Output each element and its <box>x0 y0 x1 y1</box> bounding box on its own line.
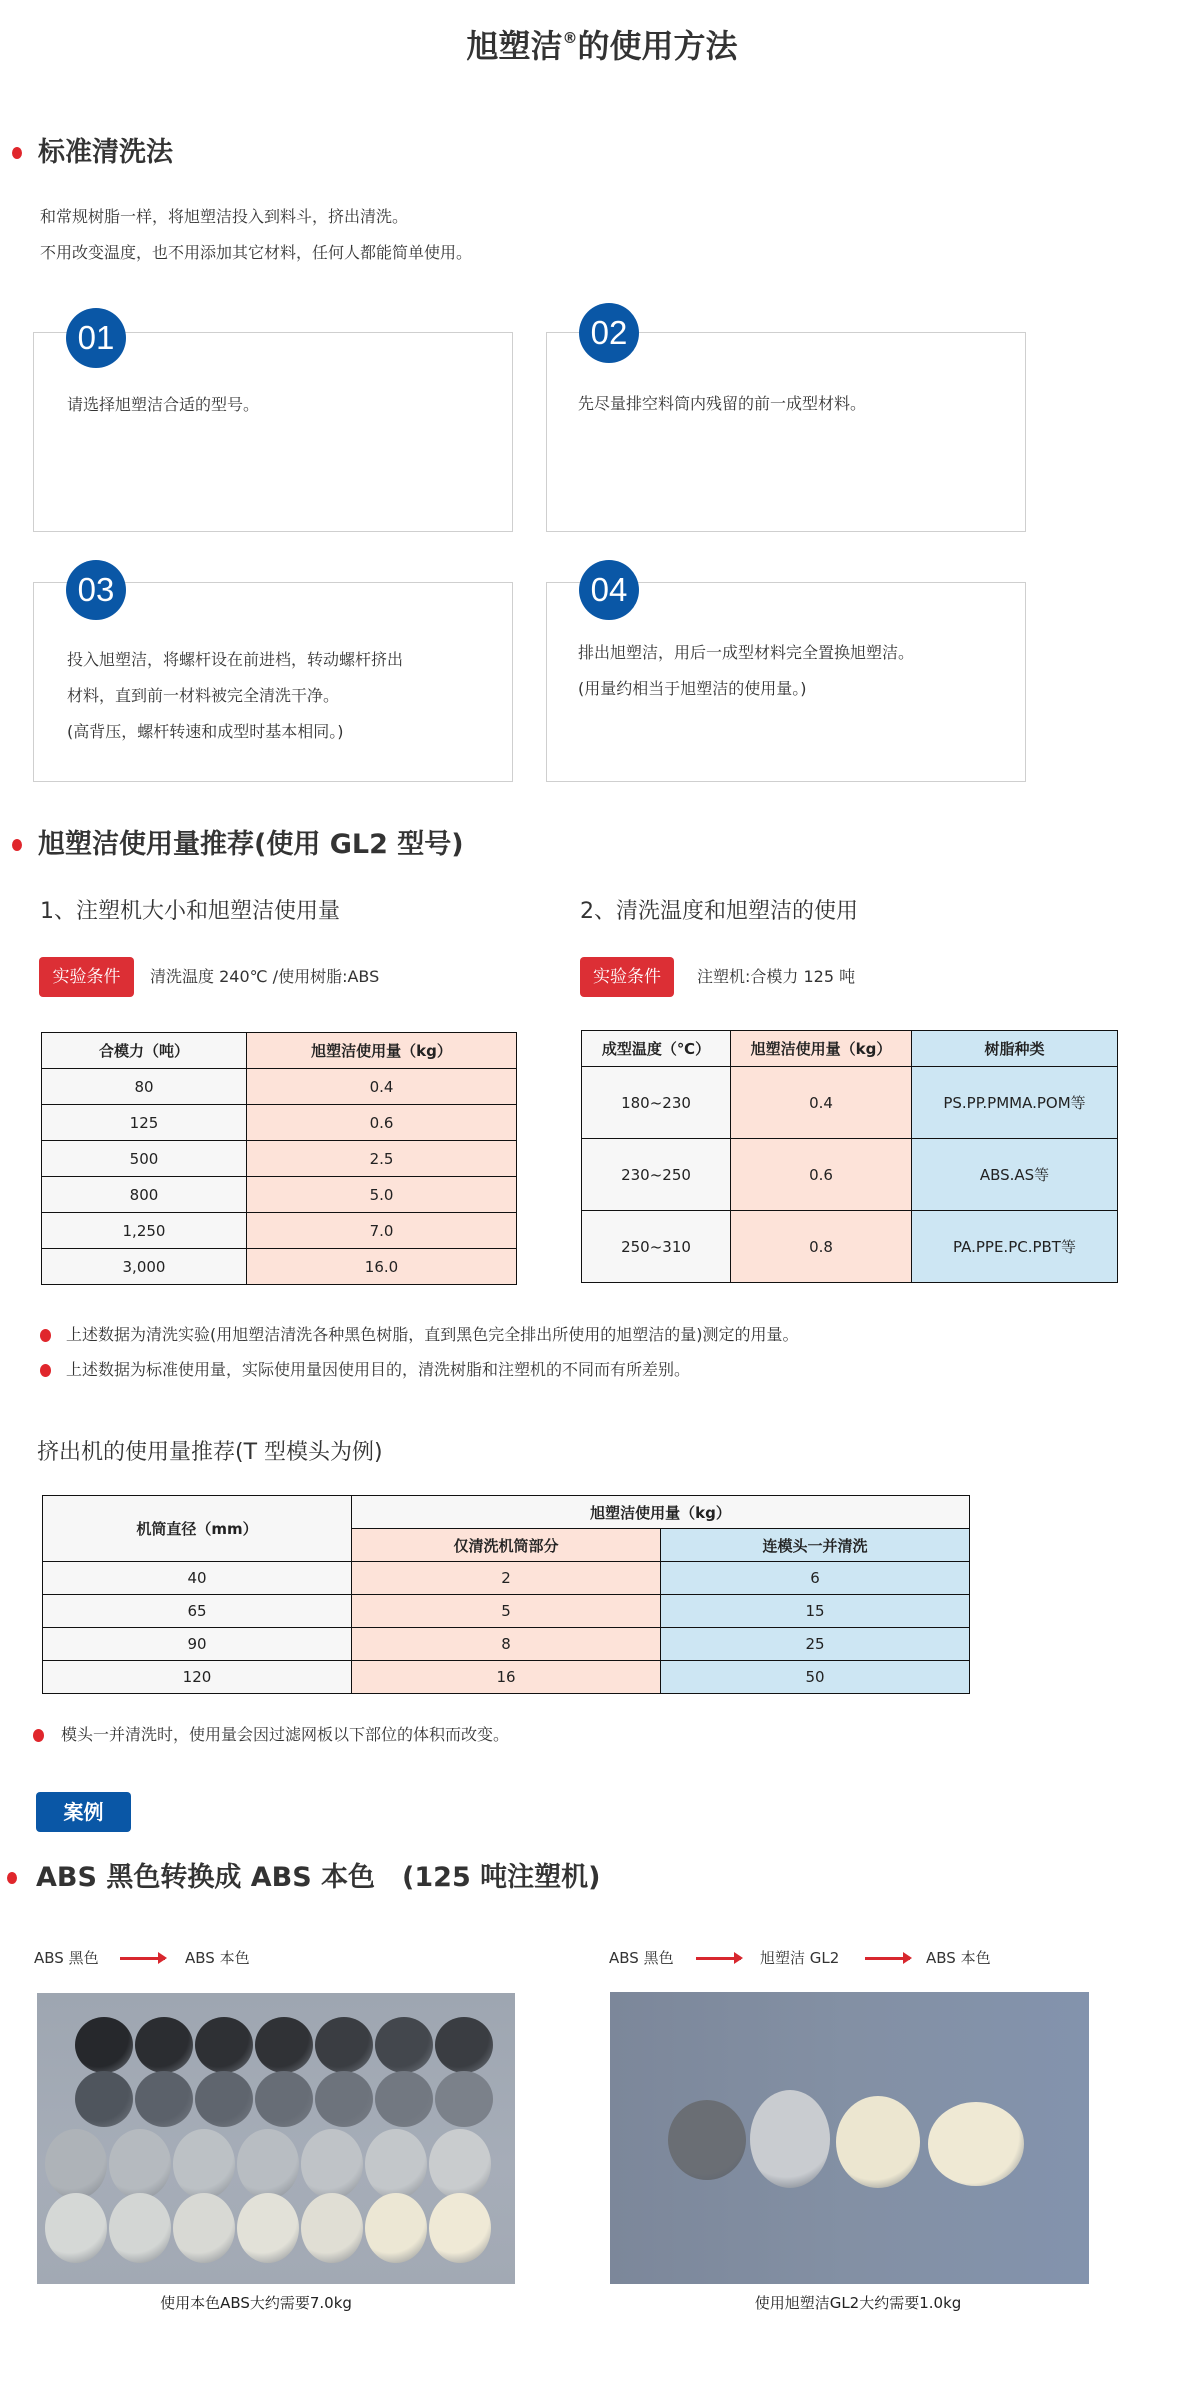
table-extruder-usage <box>42 1495 970 1694</box>
step-text: 排出旭塑洁，用后一成型材料完全置换旭塑洁。 <box>578 643 915 662</box>
table-cell: 80 <box>42 1069 247 1105</box>
column-header: 树脂种类 <box>912 1031 1118 1067</box>
table-cell: 0.8 <box>731 1211 912 1283</box>
step-text: (高背压，螺杆转速和成型时基本相同。) <box>67 722 344 741</box>
table-row <box>582 1139 1118 1211</box>
note-text: 上述数据为清洗实验(用旭塑洁清洗各种黑色树脂，直到黑色完全排出所使用的旭塑洁的量)测定的用量。 <box>66 1325 799 1344</box>
table-cell: 8 <box>352 1628 661 1661</box>
column-header: 仅清洗机筒部分 <box>352 1529 661 1562</box>
step-number-badge: 02 <box>579 303 639 363</box>
resin-sample <box>255 2071 313 2127</box>
table-cell: 16.0 <box>247 1249 517 1285</box>
case-badge: 案例 <box>36 1792 131 1832</box>
subheading-table1: 1、注塑机大小和旭塑洁使用量 <box>40 899 340 924</box>
experiment-condition-badge: 实验条件 <box>39 957 134 997</box>
table-cell: 180~230 <box>582 1067 731 1139</box>
subheading-extruder: 挤出机的使用量推荐(T 型模头为例) <box>37 1440 383 1465</box>
subheading-table2: 2、清洗温度和旭塑洁的使用 <box>580 899 858 924</box>
note-bullet-icon <box>40 1364 51 1377</box>
column-header: 合模力（吨） <box>42 1033 247 1069</box>
resin-sample <box>237 2129 299 2199</box>
column-header: 成型温度（℃） <box>582 1031 731 1067</box>
table-row <box>43 1595 970 1628</box>
resin-sample <box>301 2193 363 2263</box>
resin-sample <box>928 2102 1024 2186</box>
table-cell: 0.4 <box>247 1069 517 1105</box>
page-title <box>0 14 1204 70</box>
case-heading: ABS 黑色转换成 ABS 本色 (125 吨注塑机) <box>36 1862 601 1893</box>
table-row <box>582 1067 1118 1139</box>
table-clamp-force-usage <box>41 1032 517 1285</box>
resin-sample <box>173 2129 235 2199</box>
table-cell: 230~250 <box>582 1139 731 1211</box>
section-bullet-icon <box>12 147 22 159</box>
arrow-right-icon <box>120 1957 165 1960</box>
flow-label-from: ABS 黑色 <box>609 1949 674 1967</box>
intro-line: 和常规树脂一样，将旭塑洁投入到料斗，挤出清洗。 <box>40 207 409 226</box>
table-cell: 90 <box>43 1628 352 1661</box>
resin-sample <box>315 2071 373 2127</box>
table-header-row <box>43 1496 970 1529</box>
table-temperature-usage <box>581 1030 1118 1283</box>
resin-sample <box>375 2071 433 2127</box>
section-heading-standard-method: 标准清洗法 <box>38 137 173 168</box>
table-row <box>43 1661 970 1694</box>
resin-sample <box>45 2129 107 2199</box>
table-cell: 2 <box>352 1562 661 1595</box>
experiment-condition-text: 注塑机:合模力 125 吨 <box>697 967 856 986</box>
experiment-condition-badge: 实验条件 <box>580 957 674 997</box>
photo-abs-natural-purge <box>37 1993 515 2284</box>
section-bullet-icon <box>7 1872 17 1884</box>
table-row <box>582 1211 1118 1283</box>
resin-sample <box>668 2100 746 2180</box>
page-title-main: 旭塑洁 <box>466 27 563 65</box>
column-header: 旭塑洁使用量（kg） <box>247 1033 517 1069</box>
note-bullet-icon <box>40 1329 51 1342</box>
step-card-02 <box>546 332 1026 532</box>
page-title-suffix: 的使用方法 <box>577 27 738 65</box>
table-cell: PS.PP.PMMA.POM等 <box>912 1067 1118 1139</box>
table-row <box>42 1249 517 1285</box>
table-cell: 3,000 <box>42 1249 247 1285</box>
column-header: 机筒直径（mm） <box>43 1496 352 1562</box>
resin-sample <box>135 2017 193 2073</box>
resin-sample <box>195 2071 253 2127</box>
resin-sample <box>45 2193 107 2263</box>
table-cell: 5 <box>352 1595 661 1628</box>
resin-sample <box>173 2193 235 2263</box>
resin-sample <box>301 2129 363 2199</box>
resin-sample <box>429 2129 491 2199</box>
table-cell: 40 <box>43 1562 352 1595</box>
table-cell: 5.0 <box>247 1177 517 1213</box>
photo-caption: 使用本色ABS大约需要7.0kg <box>160 2294 352 2312</box>
experiment-condition-text: 清洗温度 240℃ /使用树脂:ABS <box>150 967 380 986</box>
registered-mark: ® <box>562 29 578 47</box>
step-number-badge: 03 <box>66 560 126 620</box>
resin-sample <box>429 2193 491 2263</box>
step-text: 材料，直到前一材料被完全清洗干净。 <box>67 686 340 705</box>
table-cell: 6 <box>661 1562 970 1595</box>
table-cell: 125 <box>42 1105 247 1141</box>
table-row <box>42 1213 517 1249</box>
step-text: 先尽量排空料筒内残留的前一成型材料。 <box>578 394 867 413</box>
resin-sample <box>195 2017 253 2073</box>
table-cell: 65 <box>43 1595 352 1628</box>
resin-sample <box>255 2017 313 2073</box>
resin-sample <box>435 2071 493 2127</box>
flow-label-to: ABS 本色 <box>185 1949 250 1967</box>
table-cell: 15 <box>661 1595 970 1628</box>
section-heading-usage: 旭塑洁使用量推荐(使用 GL2 型号) <box>38 829 464 860</box>
column-header: 连模头一并清洗 <box>661 1529 970 1562</box>
photo-caption: 使用旭塑洁GL2大约需要1.0kg <box>754 2294 962 2312</box>
table-cell: 7.0 <box>247 1213 517 1249</box>
table-cell: 2.5 <box>247 1141 517 1177</box>
step-text: 请选择旭塑洁合适的型号。 <box>67 395 260 414</box>
table-cell: PA.PPE.PC.PBT等 <box>912 1211 1118 1283</box>
table-row <box>42 1105 517 1141</box>
table-cell: 0.6 <box>731 1139 912 1211</box>
table-row <box>43 1628 970 1661</box>
table-row <box>42 1141 517 1177</box>
flow-label-to: ABS 本色 <box>926 1949 991 1967</box>
table-cell: 0.6 <box>247 1105 517 1141</box>
table-cell: 25 <box>661 1628 970 1661</box>
resin-sample <box>836 2096 920 2188</box>
table-cell: 500 <box>42 1141 247 1177</box>
flow-label-purge: 旭塑洁 GL2 <box>760 1949 840 1967</box>
column-header: 旭塑洁使用量（kg） <box>731 1031 912 1067</box>
resin-sample <box>375 2017 433 2073</box>
table-cell: 50 <box>661 1661 970 1694</box>
photo-gl2-purge <box>610 1992 1089 2284</box>
step-text: 投入旭塑洁，将螺杆设在前进档，转动螺杆挤出 <box>67 650 404 669</box>
resin-sample <box>435 2017 493 2073</box>
resin-sample <box>365 2129 427 2199</box>
flow-label-from: ABS 黑色 <box>34 1949 99 1967</box>
table-row <box>42 1177 517 1213</box>
step-text: (用量约相当于旭塑洁的使用量。) <box>578 679 807 698</box>
resin-sample <box>315 2017 373 2073</box>
table-cell: 0.4 <box>731 1067 912 1139</box>
table-row <box>43 1562 970 1595</box>
table-row <box>42 1069 517 1105</box>
section-bullet-icon <box>12 839 22 851</box>
step-number-badge: 04 <box>579 560 639 620</box>
resin-sample <box>75 2017 133 2073</box>
table-cell: 120 <box>43 1661 352 1694</box>
table-cell: ABS.AS等 <box>912 1139 1118 1211</box>
note-text: 模头一并清洗时，使用量会因过滤网板以下部位的体积而改变。 <box>61 1725 510 1744</box>
resin-sample <box>365 2193 427 2263</box>
table-cell: 16 <box>352 1661 661 1694</box>
table-cell: 1,250 <box>42 1213 247 1249</box>
arrow-right-icon <box>865 1957 910 1960</box>
step-number-badge: 01 <box>66 308 126 368</box>
note-text: 上述数据为标准使用量，实际使用量因使用目的，清洗树脂和注塑机的不同而有所差别。 <box>66 1360 691 1379</box>
resin-sample <box>750 2090 830 2188</box>
resin-sample <box>75 2071 133 2127</box>
table-header-row <box>582 1031 1118 1067</box>
column-header: 旭塑洁使用量（kg） <box>352 1496 970 1529</box>
resin-sample <box>237 2193 299 2263</box>
resin-sample <box>109 2193 171 2263</box>
arrow-right-icon <box>696 1957 741 1960</box>
table-cell: 250~310 <box>582 1211 731 1283</box>
resin-sample <box>109 2129 171 2199</box>
table-cell: 800 <box>42 1177 247 1213</box>
intro-line: 不用改变温度，也不用添加其它材料，任何人都能简单使用。 <box>40 243 473 262</box>
table-header-row <box>42 1033 517 1069</box>
resin-sample <box>135 2071 193 2127</box>
note-bullet-icon <box>33 1729 44 1742</box>
